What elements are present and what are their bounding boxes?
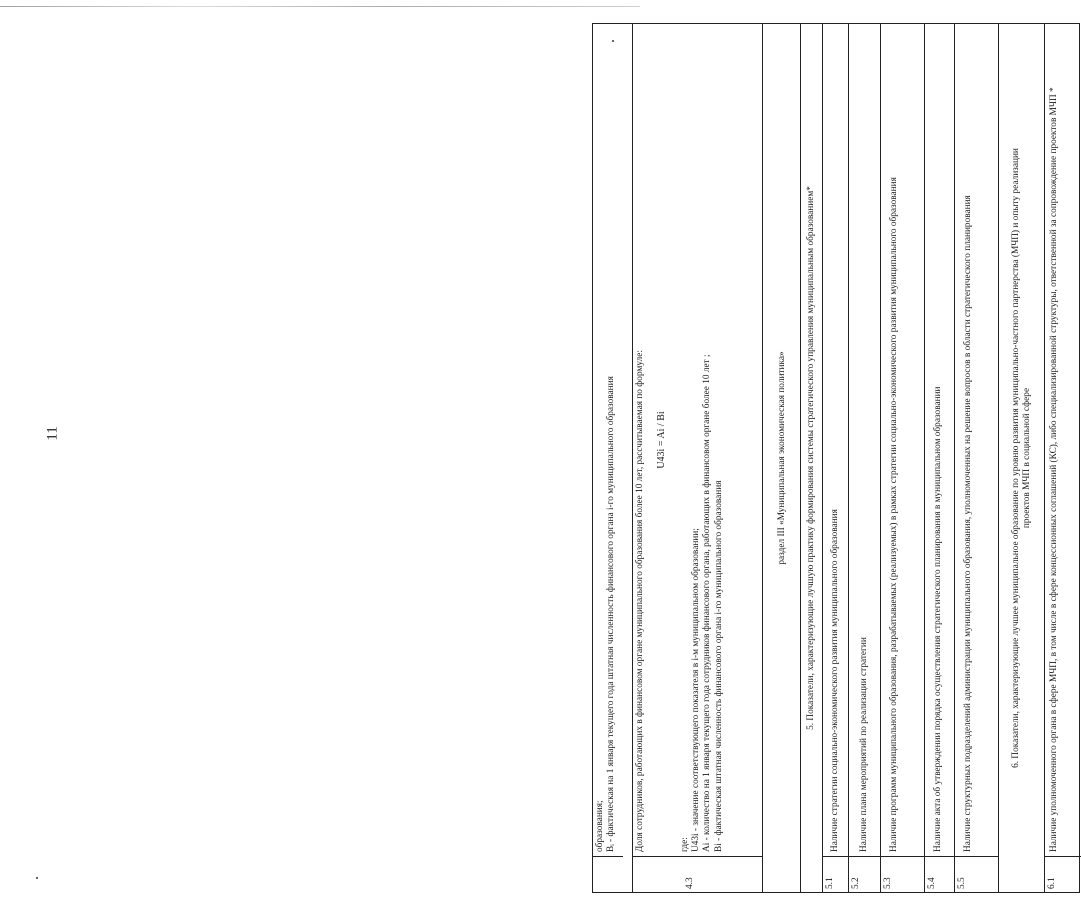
- row-text: Наличие уполномоченного органа в сфере МЧП, в том числе в сфере концессионных соглашений (КС), либо специализированной структуры, ответственной за сопровождение проектов МЧП *: [1049, 87, 1059, 852]
- row-number: 5.4: [925, 856, 955, 892]
- section-title: 5. Показатели, характеризующие лучшую практику формирования системы стратегического управления муниципальным образованием*: [806, 186, 816, 730]
- row-text: [633, 24, 763, 856]
- table-row-section: [762, 24, 801, 892]
- row-text: Наличие программ муниципального образования, разрабатываемых (реализуемых) в рамках стратегии социально-экономического развития муниципального образования: [889, 177, 899, 852]
- text-line: образования;: [595, 800, 605, 852]
- definition: U43i - значение соответствующего показателя в i-м муниципальном образовании;: [691, 528, 702, 852]
- section-title: 6. Показатели, характеризующие лучшее муниципальное образование по уровню развития муниципально-частного партнерства (МЧП) и опыту реализации проектов МЧП в социальной сфере: [1011, 148, 1033, 768]
- formula: U43i = Ai / Bi: [656, 411, 668, 469]
- row-number: 5.3: [881, 856, 925, 892]
- row-text: Наличие плана мероприятий по реализации стратегии: [859, 637, 869, 852]
- scan-edge-line: [0, 6, 640, 7]
- definition: Bi - фактическая штатная численность финансового органа i-го муниципального образования: [713, 480, 724, 852]
- table-row-section: [800, 24, 823, 892]
- table-row: [848, 24, 881, 892]
- table-row: [954, 24, 999, 892]
- table-row: [822, 24, 849, 892]
- where-label: где:: [680, 837, 691, 852]
- row-number: 4.3: [633, 856, 763, 892]
- table-row: [592, 24, 623, 892]
- section-title: раздел III «Муниципальная экономическая политика»: [777, 351, 787, 565]
- row-number: 5.2: [849, 856, 881, 892]
- indicators-table: [592, 23, 1080, 893]
- row-text: Наличие структурных подразделений администрации муниципального образования, уполномоченных на решение вопросов в области стратегического планирования: [963, 195, 973, 852]
- formula-intro: Доля сотрудников, работающих в финансовом органе муниципального образования более 10 лет, рассчитываемая по формуле:: [635, 350, 645, 852]
- row-number: 6.1: [1045, 856, 1081, 892]
- row-number: [593, 856, 623, 892]
- row-text: Наличие акта об утверждении порядка осуществления стратегического планирования в муниципальном образовании: [933, 386, 943, 852]
- table-row-section: [998, 24, 1045, 892]
- row-number: 5.5: [955, 856, 999, 892]
- scan-speck: [36, 877, 38, 879]
- row-number: 5.1: [823, 856, 849, 892]
- table-row: [880, 24, 925, 892]
- rotated-document: [592, 23, 1080, 893]
- row-text: Наличие стратегии социально-экономического развития муниципального образования: [830, 509, 840, 852]
- text-line: Bᵢ - фактическая на 1 января текущего года штатная численность финансового органа i-го муниципального образования: [606, 376, 617, 852]
- table-row: [1044, 24, 1081, 892]
- page-number: 11: [44, 426, 61, 441]
- row-text: [593, 24, 623, 856]
- table-row: [632, 24, 763, 892]
- table-row: [924, 24, 955, 892]
- definition: Ai - количество на 1 января текущего года сотрудников финансового органа, работающих в финансовом органе более 10 лет ;: [702, 354, 713, 852]
